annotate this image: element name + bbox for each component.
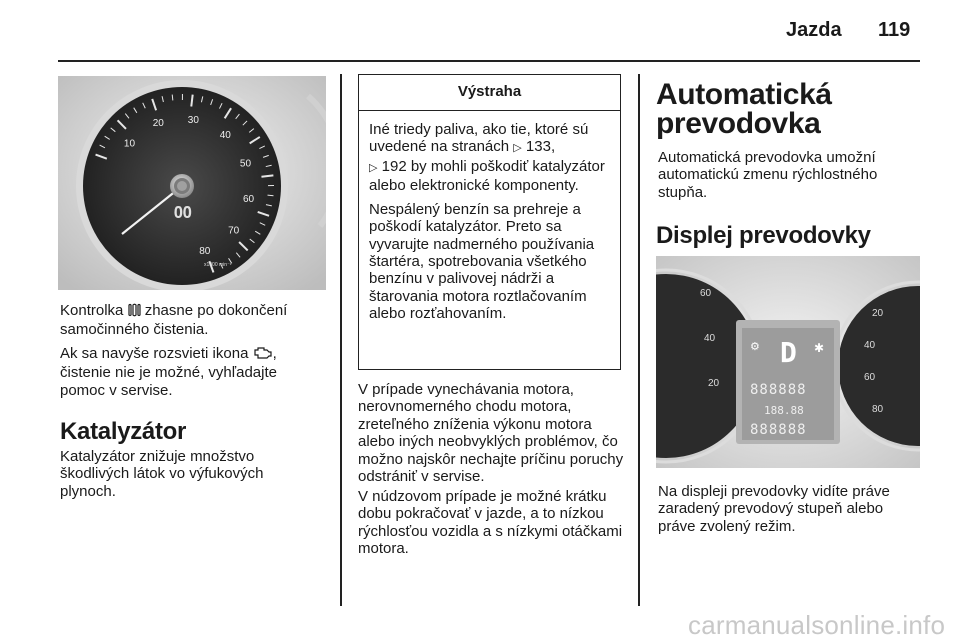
segment-row-1: 888888 bbox=[750, 382, 807, 398]
page-ref-link[interactable]: 133 bbox=[525, 138, 551, 156]
left-dial-tick-label: 60 bbox=[700, 288, 712, 299]
catalyst-paragraph: Katalyzátor znižuje množstvo škodlivých látok vo výfukových plynoch. bbox=[60, 448, 264, 500]
main-title-automatic-transmission: Automatická prevodovka bbox=[656, 78, 832, 140]
tachometer-tick-label: 70 bbox=[228, 225, 240, 237]
tachometer-tick bbox=[261, 175, 273, 176]
warning-paragraph-unburnt-fuel: Nespálený benzín sa prehreje a poškodí katalyzátor. Preto sa vyvarujte nadmerného používania štartéra, spotrebovania všetkého benzínu v palivovej nádrži a štarovania motora roztlačovaním alebo rozťahovaním. bbox=[369, 201, 595, 322]
service-icon-paragraph: Ak sa navyše rozsvieti ikona , čistenie nie je možné, vyhľadajte pomoc v servise. bbox=[60, 345, 277, 399]
tachometer-tick-label: 80 bbox=[199, 245, 211, 257]
transmission-intro-paragraph: Automatická prevodovka umožní automatickú zmenu rýchlostného stupňa. bbox=[658, 149, 878, 201]
tachometer-figure bbox=[58, 76, 326, 290]
right-dial-tick-label: 20 bbox=[872, 308, 884, 319]
page-ref-arrow-icon: ▷ bbox=[369, 161, 378, 174]
warning-box bbox=[358, 74, 621, 370]
engine-check-icon bbox=[253, 346, 273, 364]
right-dial-tick-label: 60 bbox=[864, 372, 876, 383]
tachometer-tick bbox=[172, 95, 173, 101]
page-header bbox=[0, 0, 960, 60]
gear-position-display: D bbox=[780, 336, 797, 369]
segment-row-2: 188.88 bbox=[764, 404, 804, 417]
display-caption-paragraph: Na displeji prevodovky vidíte práve zaradený prevodový stupeň alebo práve zvolený režim. bbox=[658, 483, 890, 535]
emergency-driving-paragraph: V núdzovom prípade je možné krátku dobu pokračovať v jazde, a to nízkou rýchlosťou vozidla a s nízkymi otáčkami motora. bbox=[358, 488, 623, 558]
column-divider-right bbox=[638, 74, 640, 606]
left-dial-tick-label: 20 bbox=[708, 378, 720, 389]
status-icon: ✱ bbox=[814, 341, 825, 355]
right-dial-tick-label: 80 bbox=[872, 404, 884, 415]
page-ref-link[interactable]: 192 bbox=[381, 157, 407, 175]
tachometer-tick-label: 40 bbox=[219, 129, 231, 141]
section-title-transmission-display: Displej prevodovky bbox=[656, 222, 871, 249]
tachometer-tick-label: 50 bbox=[239, 158, 252, 170]
page-number: 119 bbox=[878, 19, 911, 41]
page-header-title: Jazda bbox=[786, 19, 842, 41]
section-title-catalyst: Katalyzátor bbox=[60, 418, 187, 445]
warning-paragraph-fuel: Iné triedy paliva, ako tie, ktoré sú uvedené na stranách ▷ 133, ▷ 192 by mohli poškodiť katalyzátor alebo elektronické komponenty. bbox=[369, 121, 605, 194]
dpf-lamp-paragraph: Kontrolka zhasne po dokončení samočinného čistenia. bbox=[60, 302, 288, 339]
right-dial-tick-label: 40 bbox=[864, 340, 876, 351]
engine-fault-paragraph: V prípade vynechávania motora, nerovnomerného chodu motora, zreteľného zníženia výkonu motora alebo iných neobvyklých problémov, čo možno najskôr nechajte príčinu poruchy odstrániť v servise. bbox=[358, 381, 624, 486]
header-rule bbox=[58, 60, 920, 62]
tachometer-tick-label: 60 bbox=[242, 193, 255, 205]
tachometer-tick bbox=[268, 195, 274, 196]
tachometer-tick-label: 20 bbox=[152, 118, 164, 130]
tachometer-tick-label: 10 bbox=[123, 138, 136, 150]
segment-row-3: 888888 bbox=[750, 422, 807, 438]
tachometer-tick-label: 30 bbox=[187, 115, 199, 127]
watermark: carmanualsonline.info bbox=[688, 610, 946, 640]
warning-body bbox=[369, 121, 619, 329]
warning-title: Výstraha bbox=[359, 75, 620, 111]
transmission-display-figure bbox=[656, 256, 920, 468]
tachometer-tick bbox=[191, 95, 192, 107]
gear-indicator-icon: ⚙ bbox=[750, 340, 760, 353]
left-dial-tick-label: 40 bbox=[704, 333, 716, 344]
tachometer-warning-symbol: 𝟎𝟎 bbox=[174, 203, 192, 222]
page-ref-arrow-icon: ▷ bbox=[513, 142, 522, 155]
dpf-lamp-icon bbox=[128, 303, 141, 321]
tachometer-unit-label: x1000 min⁻¹ bbox=[204, 262, 232, 268]
column-divider-left bbox=[340, 74, 342, 606]
